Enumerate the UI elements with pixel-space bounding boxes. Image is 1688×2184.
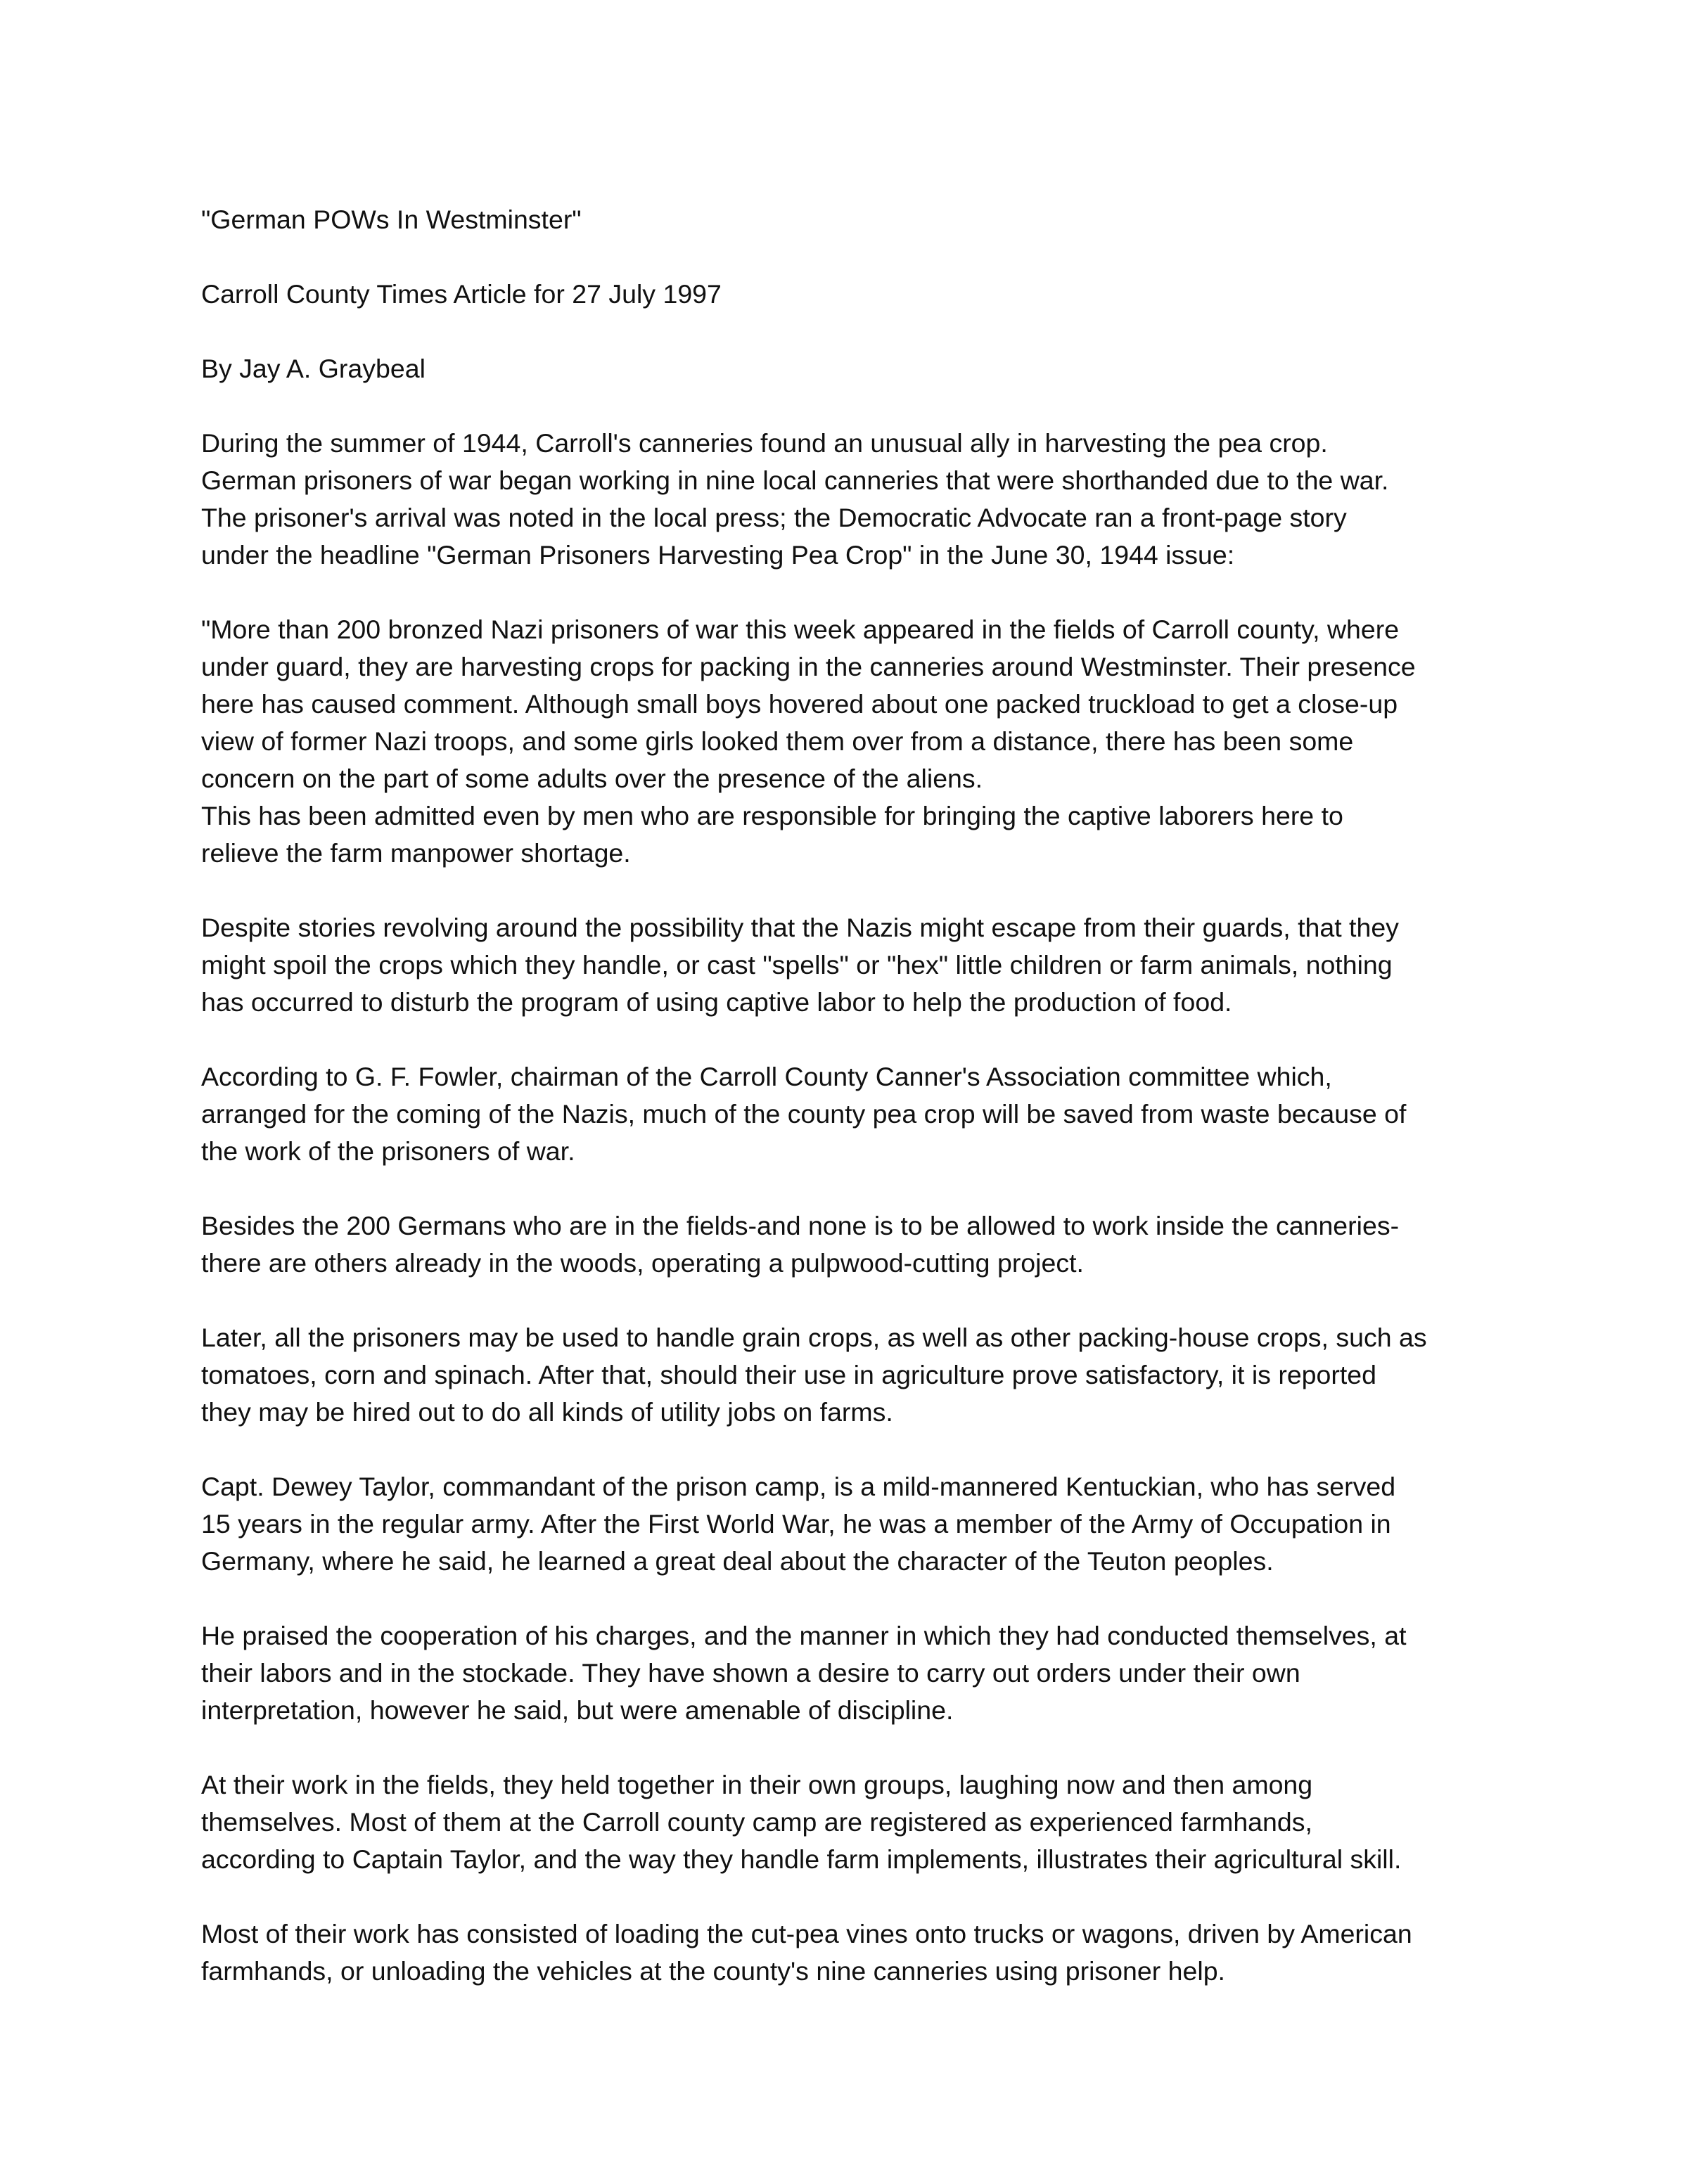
text-line: the work of the prisoners of war. (201, 1136, 575, 1166)
paragraph-pulpwood (201, 1207, 1537, 1282)
text-line: Germany, where he said, he learned a great deal about the character of the Teuton peoples. (201, 1546, 1274, 1576)
text-line: According to G. F. Fowler, chairman of the Carroll County Canner's Association committee which, (201, 1062, 1332, 1091)
text-line: At their work in the fields, they held together in their own groups, laughing now and then among (201, 1770, 1313, 1799)
text-line: view of former Nazi troops, and some girls looked them over from a distance, there has been some (201, 726, 1354, 756)
text-line: Most of their work has consisted of loading the cut-pea vines onto trucks or wagons, driven by American (201, 1919, 1412, 1948)
text-line: interpretation, however he said, but were amenable of discipline. (201, 1695, 954, 1725)
paragraph-quote-start (201, 611, 1537, 797)
text-line: During the summer of 1944, Carroll's canneries found an unusual ally in harvesting the pea crop. (201, 428, 1328, 458)
text-line: Despite stories revolving around the possibility that the Nazis might escape from their guards, that they (201, 913, 1399, 942)
text-line: Besides the 200 Germans who are in the fields-and none is to be allowed to work inside the canneries- (201, 1211, 1400, 1240)
paragraph-cooperation (201, 1617, 1537, 1729)
text-line: has occurred to disturb the program of using captive labor to help the production of food. (201, 987, 1232, 1017)
text-line: He praised the cooperation of his charges, and the manner in which they had conducted themselves, at (201, 1621, 1407, 1650)
text-line: themselves. Most of them at the Carroll county camp are registered as experienced farmhands, (201, 1807, 1312, 1837)
text-line: The prisoner's arrival was noted in the local press; the Democratic Advocate ran a front-page story (201, 503, 1347, 532)
article-byline: By Jay A. Graybeal (201, 354, 426, 383)
text-line: concern on the part of some adults over the presence of the aliens. (201, 764, 983, 793)
paragraph-loading-vines (201, 1915, 1537, 1990)
paragraph-grain-crops (201, 1319, 1537, 1431)
paragraph-admitted (201, 797, 1537, 872)
text-line: This has been admitted even by men who are responsible for bringing the captive laborers here to (201, 801, 1343, 830)
text-line: Capt. Dewey Taylor, commandant of the prison camp, is a mild-mannered Kentuckian, who has served (201, 1472, 1396, 1501)
text-line: farmhands, or unloading the vehicles at the county's nine canneries using prisoner help. (201, 1956, 1225, 1986)
text-line: their labors and in the stockade. They have shown a desire to carry out orders under their own (201, 1658, 1300, 1688)
paragraph-fowler (201, 1058, 1537, 1170)
paragraph-fields-work (201, 1766, 1537, 1878)
text-line: under the headline "German Prisoners Harvesting Pea Crop" in the June 30, 1944 issue: (201, 540, 1235, 570)
text-line: according to Captain Taylor, and the way they handle farm implements, illustrates their agricultural skill. (201, 1844, 1402, 1874)
text-line: 15 years in the regular army. After the First World War, he was a member of the Army of Occupation in (201, 1509, 1391, 1539)
document-page (201, 201, 1537, 2027)
text-line: they may be hired out to do all kinds of utility jobs on farms. (201, 1397, 893, 1427)
paragraph-capt-taylor (201, 1468, 1537, 1580)
article-title: "German POWs In Westminster" (201, 205, 582, 234)
article-subtitle: Carroll County Times Article for 27 July 1997 (201, 279, 722, 309)
text-line: there are others already in the woods, operating a pulpwood-cutting project. (201, 1248, 1084, 1278)
text-line: under guard, they are harvesting crops for packing in the canneries around Westminster. Their presence (201, 652, 1416, 681)
text-line: might spoil the crops which they handle, or cast "spells" or "hex" little children or farm animals, nothing (201, 950, 1393, 979)
paragraph-despite-stories (201, 909, 1537, 1021)
text-line: tomatoes, corn and spinach. After that, should their use in agriculture prove satisfactory, it is reported (201, 1360, 1377, 1389)
paragraph-intro (201, 425, 1537, 574)
text-line: here has caused comment. Although small boys hovered about one packed truckload to get a close-up (201, 689, 1398, 719)
text-line: Later, all the prisoners may be used to handle grain crops, as well as other packing-house crops, such as (201, 1323, 1427, 1352)
text-line: German prisoners of war began working in nine local canneries that were shorthanded due to the war. (201, 465, 1389, 495)
text-line: relieve the farm manpower shortage. (201, 838, 631, 868)
text-line: "More than 200 bronzed Nazi prisoners of war this week appeared in the fields of Carroll county, where (201, 615, 1400, 644)
text-line: arranged for the coming of the Nazis, much of the county pea crop will be saved from waste because of (201, 1099, 1407, 1129)
